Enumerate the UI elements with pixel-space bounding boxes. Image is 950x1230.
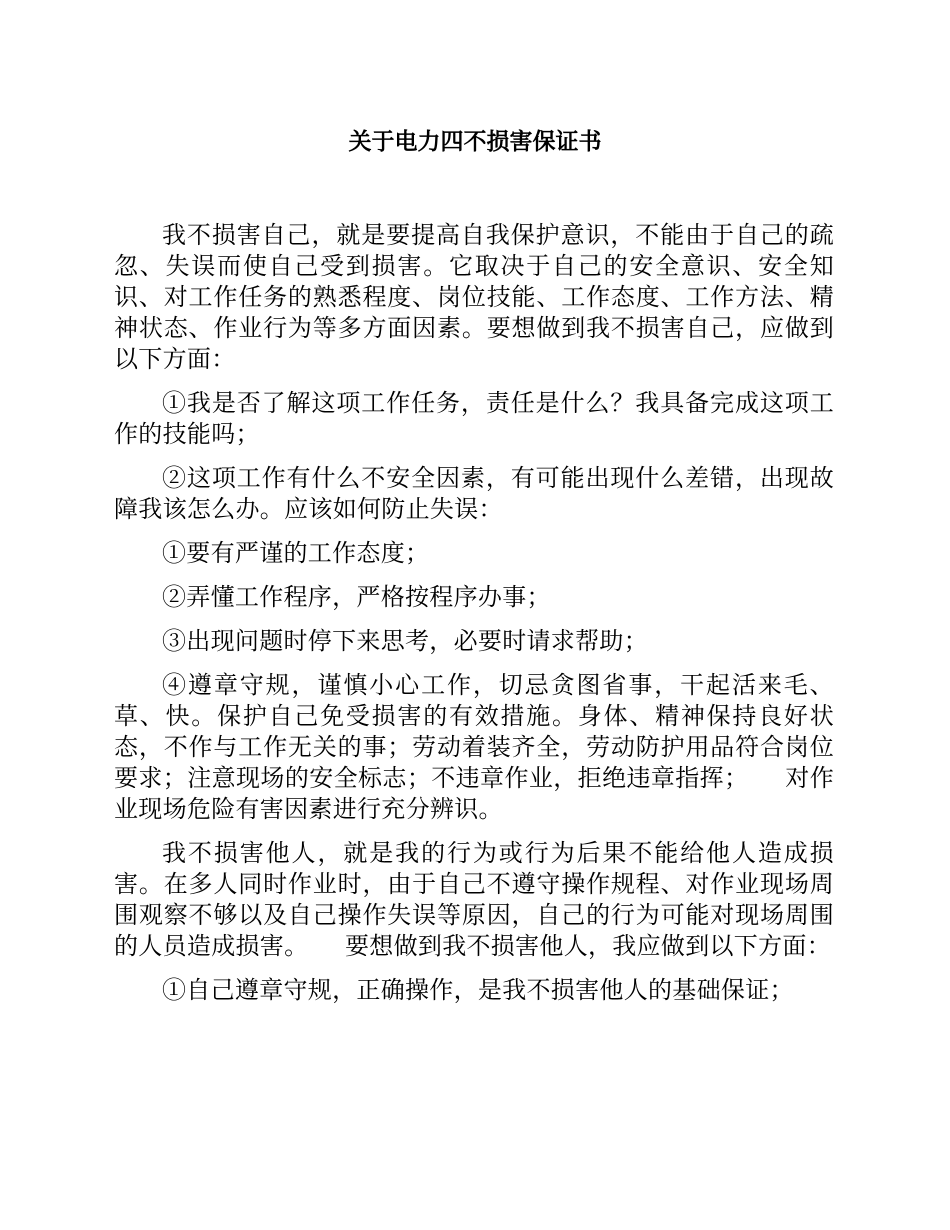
paragraph-question-2: ②这项工作有什么不安全因素，有可能出现什么差错，出现故障我该怎么办。应该如何防止失误： bbox=[114, 464, 834, 523]
document-body bbox=[114, 220, 834, 1019]
paragraph-measure-4: ④遵章守规，谨慎小心工作，切忌贪图省事，干起活来毛、草、快。保护自己免受损害的有效措施。身体、精神保持良好状态，不作与工作无关的事；劳动着装齐全，劳动防护用品符合岗位要求；注意现场的安全标志；不违章作业，拒绝违章指挥； 对作业现场危险有害因素进行充分辨识。 bbox=[114, 671, 834, 823]
paragraph-others-1: ①自己遵章守规，正确操作，是我不损害他人的基础保证； bbox=[162, 976, 794, 1004]
paragraph-question-1: ①我是否了解这项工作任务，责任是什么？我具备完成这项工作的技能吗； bbox=[114, 389, 834, 448]
paragraph-measure-1: ①要有严谨的工作态度； bbox=[162, 539, 430, 567]
document-title: 关于电力四不损害保证书 bbox=[348, 129, 602, 155]
paragraph-measure-2: ②弄懂工作程序，严格按程序办事； bbox=[162, 583, 551, 611]
paragraph-measure-3: ③出现问题时停下来思考，必要时请求帮助； bbox=[162, 627, 648, 655]
paragraph-self-protection-intro: 我不损害自己，就是要提高自我保护意识，不能由于自己的疏忽、失误而使自己受到损害。它取决于自己的安全意识、安全知识、对工作任务的熟悉程度、岗位技能、工作态度、工作方法、精神状态、作业行为等多方面因素。要想做到我不损害自己，应做到以下方面： bbox=[114, 221, 834, 373]
paragraph-others-intro: 我不损害他人，就是我的行为或行为后果不能给他人造成损害。在多人同时作业时，由于自己不遵守操作规程、对作业现场周围观察不够以及自己操作失误等原因，自己的行为可能对现场周围的人员造成损害。 要想做到我不损害他人，我应做到以下方面： bbox=[114, 839, 834, 960]
